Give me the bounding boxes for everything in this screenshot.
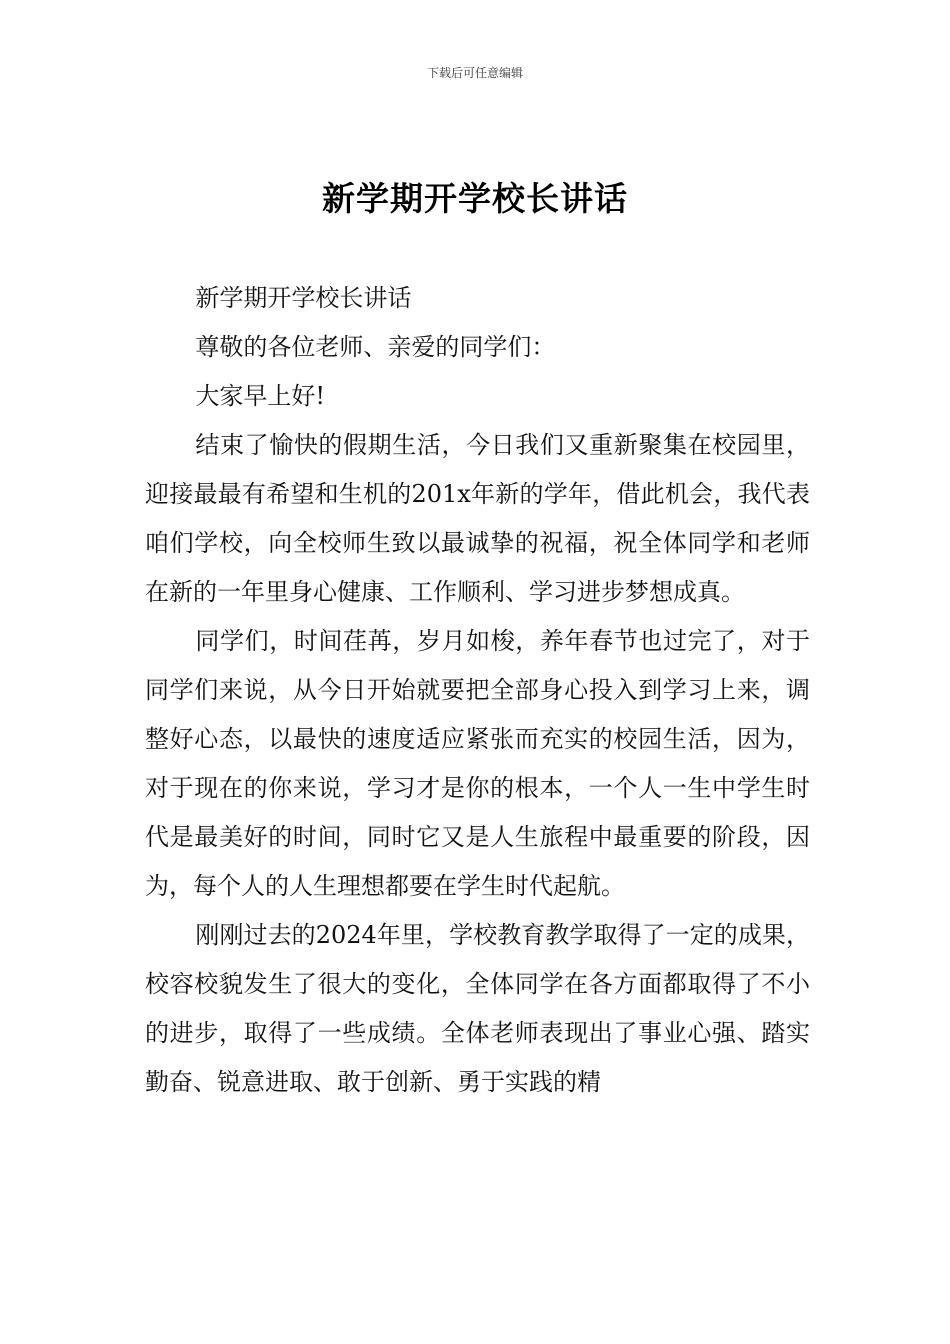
page-title: 新学期开学校长讲话	[322, 179, 628, 218]
document-body	[145, 274, 810, 1107]
header-note: 下载后可任意编辑	[426, 66, 523, 80]
paragraph-greeting: 大家早上好!	[195, 382, 326, 410]
paragraph-body-3: 刚刚过去的2024年里，学校教育教学取得了一定的成果，校容校貌发生了很大的变化，全体同学在各方面都取得了不小的进步，取得了一些成绩。全体老师表现出了事业心强、踏实勤奋、锐意进取、敢于创新、勇于实践的精	[145, 921, 810, 1096]
paragraph-salutation: 尊敬的各位老师、亲爱的同学们：	[195, 333, 556, 361]
paragraph-subtitle: 新学期开学校长讲话	[195, 284, 412, 312]
paragraph-body-2: 同学们，时间荏苒，岁月如梭，养年春节也过完了，对于同学们来说，从今日开始就要把全部身心投入到学习上来，调整好心态，以最快的速度适应紧张而充实的校园生活，因为，对于现在的你来说，学习才是你的根本，一个人一生中学生时代是最美好的时间，同时它又是人生旅程中最重要的阶段，因为，每个人的人生理想都要在学生时代起航。	[145, 627, 810, 900]
paragraph-body-1: 结束了愉快的假期生活，今日我们又重新聚集在校园里，迎接最最有希望和生机的201x年新的学年，借此机会，我代表咱们学校，向全校师生致以最诚挚的祝福，祝全体同学和老师在新的一年里身心健康、工作顺利、学习进步梦想成真。	[145, 431, 810, 606]
